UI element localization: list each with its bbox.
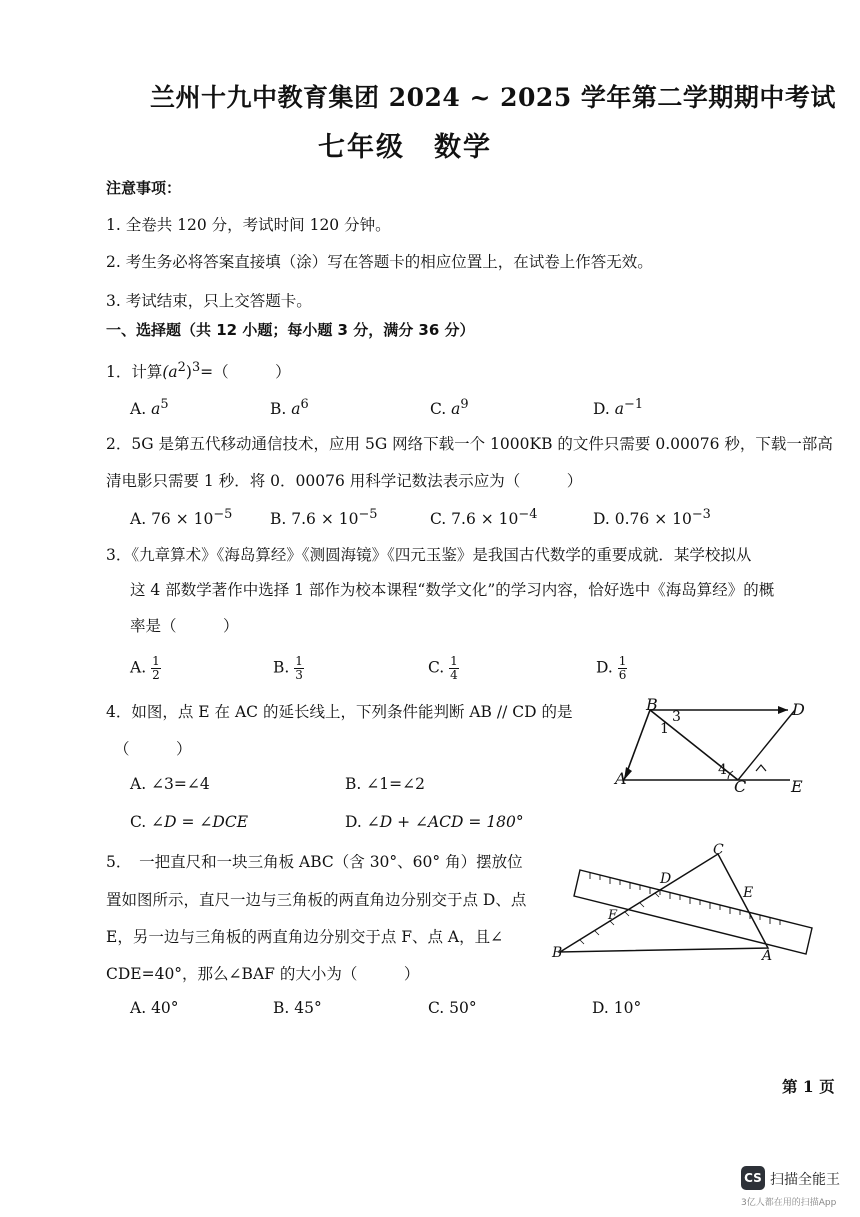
q5-line-3: E，另一边与三角板的两直角边分别交于点 F、点 A，且∠ xyxy=(106,928,504,946)
q1-option-b[interactable]: B. $a^6$ xyxy=(270,397,309,419)
q5-option-c[interactable]: C. 50° xyxy=(428,999,477,1017)
q3-option-a[interactable]: A. $\frac{1}{2}$ xyxy=(130,654,160,682)
scanner-brand: 扫描全能王 xyxy=(770,1172,840,1188)
q5-option-a[interactable]: A. 40° xyxy=(130,999,179,1017)
q2-line-1: 2．5G 是第五代移动通信技术，应用 5G 网络下载一个 1000KB 的文件只需要 0.00076 秒，下载一部高 xyxy=(106,435,833,453)
q1-option-c[interactable]: C. $a^9$ xyxy=(430,397,469,419)
q5-label-c: C xyxy=(713,842,724,858)
notes-heading: 注意事项： xyxy=(106,179,182,197)
q3-option-d[interactable]: D. $\frac{1}{6}$ xyxy=(596,654,627,682)
q4-label-a: A xyxy=(615,769,627,788)
note-item-3: 3. 考试结束，只上交答题卡。 xyxy=(106,292,312,310)
q2-option-c[interactable]: C. $7.6 \times 10^{-4}$ xyxy=(430,507,538,529)
q5-label-a: A xyxy=(762,948,773,964)
q4-label-3: 3 xyxy=(672,709,681,725)
q5-option-b[interactable]: B. 45° xyxy=(273,999,322,1017)
q3-line-1: 3．《九章算术》《海岛算经》《测圆海镜》《四元玉鉴》是我国古代数学的重要成就．某学校拟从 xyxy=(106,546,752,564)
note-item-2: 2. 考生务必将答案直接填（涂）写在答题卡的相应位置上，在试卷上作答无效。 xyxy=(106,253,653,271)
q3-line-2: 这 4 部数学著作中选择 1 部作为校本课程“数学文化”的学习内容，恰好选中《海岛算经》的概 xyxy=(130,581,775,599)
scanner-slogan: 3亿人都在用的扫描App xyxy=(741,1198,837,1208)
scanner-logo-icon: CS xyxy=(741,1166,765,1190)
q2-line-2: 清电影只需要 1 秒．将 0．00076 用科学记数法表示应为（ ） xyxy=(106,472,583,490)
q3-option-c[interactable]: C. $\frac{1}{4}$ xyxy=(428,654,458,682)
section-heading: 一、选择题（共 12 小题；每小题 3 分，满分 36 分） xyxy=(106,321,475,339)
q4-label-c: C xyxy=(734,777,747,796)
q2-option-b[interactable]: B. $7.6 \times 10^{-5}$ xyxy=(270,507,378,529)
q4-option-d[interactable]: D. ∠D + ∠ACD = 180° xyxy=(345,813,524,831)
q5-label-d: D xyxy=(660,871,672,887)
q5-option-d[interactable]: D. 10° xyxy=(592,999,642,1017)
q5-line-2: 置如图所示，直尺一边与三角板的两直角边分别交于点 D、点 xyxy=(106,891,527,909)
q5-label-e: E xyxy=(743,885,754,901)
q2-option-a[interactable]: A. $76 \times 10^{-5}$ xyxy=(130,507,233,529)
q3-line-3: 率是（ ） xyxy=(130,617,239,635)
page-number: 第 1 页 xyxy=(782,1077,835,1096)
exam-subtitle: 七年级 数学 xyxy=(318,132,492,163)
q5-line-4: CDE=40°，那么∠BAF 的大小为（ ） xyxy=(106,965,420,983)
q2-option-d[interactable]: D. $0.76 \times 10^{-3}$ xyxy=(593,507,711,529)
q4-label-e: E xyxy=(791,777,803,796)
q5-line-1: 5． 一把直尺和一块三角板 ABC（含 30°、60° 角）摆放位 xyxy=(106,853,523,871)
note-item-1: 1. 全卷共 120 分，考试时间 120 分钟。 xyxy=(106,216,391,234)
q4-option-b[interactable]: B. ∠1=∠2 xyxy=(345,775,425,793)
q3-option-b[interactable]: B. $\frac{1}{3}$ xyxy=(273,654,303,682)
q4-line-1: 4．如图，点 E 在 AC 的延长线上，下列条件能判断 AB // CD 的是 xyxy=(106,703,573,721)
q1-option-d[interactable]: D. $a^{-1}$ xyxy=(593,397,644,419)
q4-label-d: D xyxy=(792,700,805,719)
q4-line-2: （ ） xyxy=(114,740,192,758)
q5-label-f: F xyxy=(608,908,618,923)
q4-label-b: B xyxy=(646,695,658,714)
q4-figure xyxy=(610,695,810,800)
q5-figure xyxy=(550,840,820,970)
q5-label-b: B xyxy=(552,945,563,961)
q4-option-a[interactable]: A. ∠3=∠4 xyxy=(130,775,210,793)
q4-label-4: 4 xyxy=(718,762,727,778)
q1-stem: 1．计算$(a^2)^3=$（ ） xyxy=(106,360,291,382)
q1-option-a[interactable]: A. $a^5$ xyxy=(130,397,169,419)
q4-label-1: 1 xyxy=(660,721,669,737)
exam-title: 兰州十九中教育集团 2024 ~ 2025 学年第二学期期中考试 xyxy=(150,83,836,112)
q4-option-c[interactable]: C. ∠D = ∠DCE xyxy=(130,813,249,831)
